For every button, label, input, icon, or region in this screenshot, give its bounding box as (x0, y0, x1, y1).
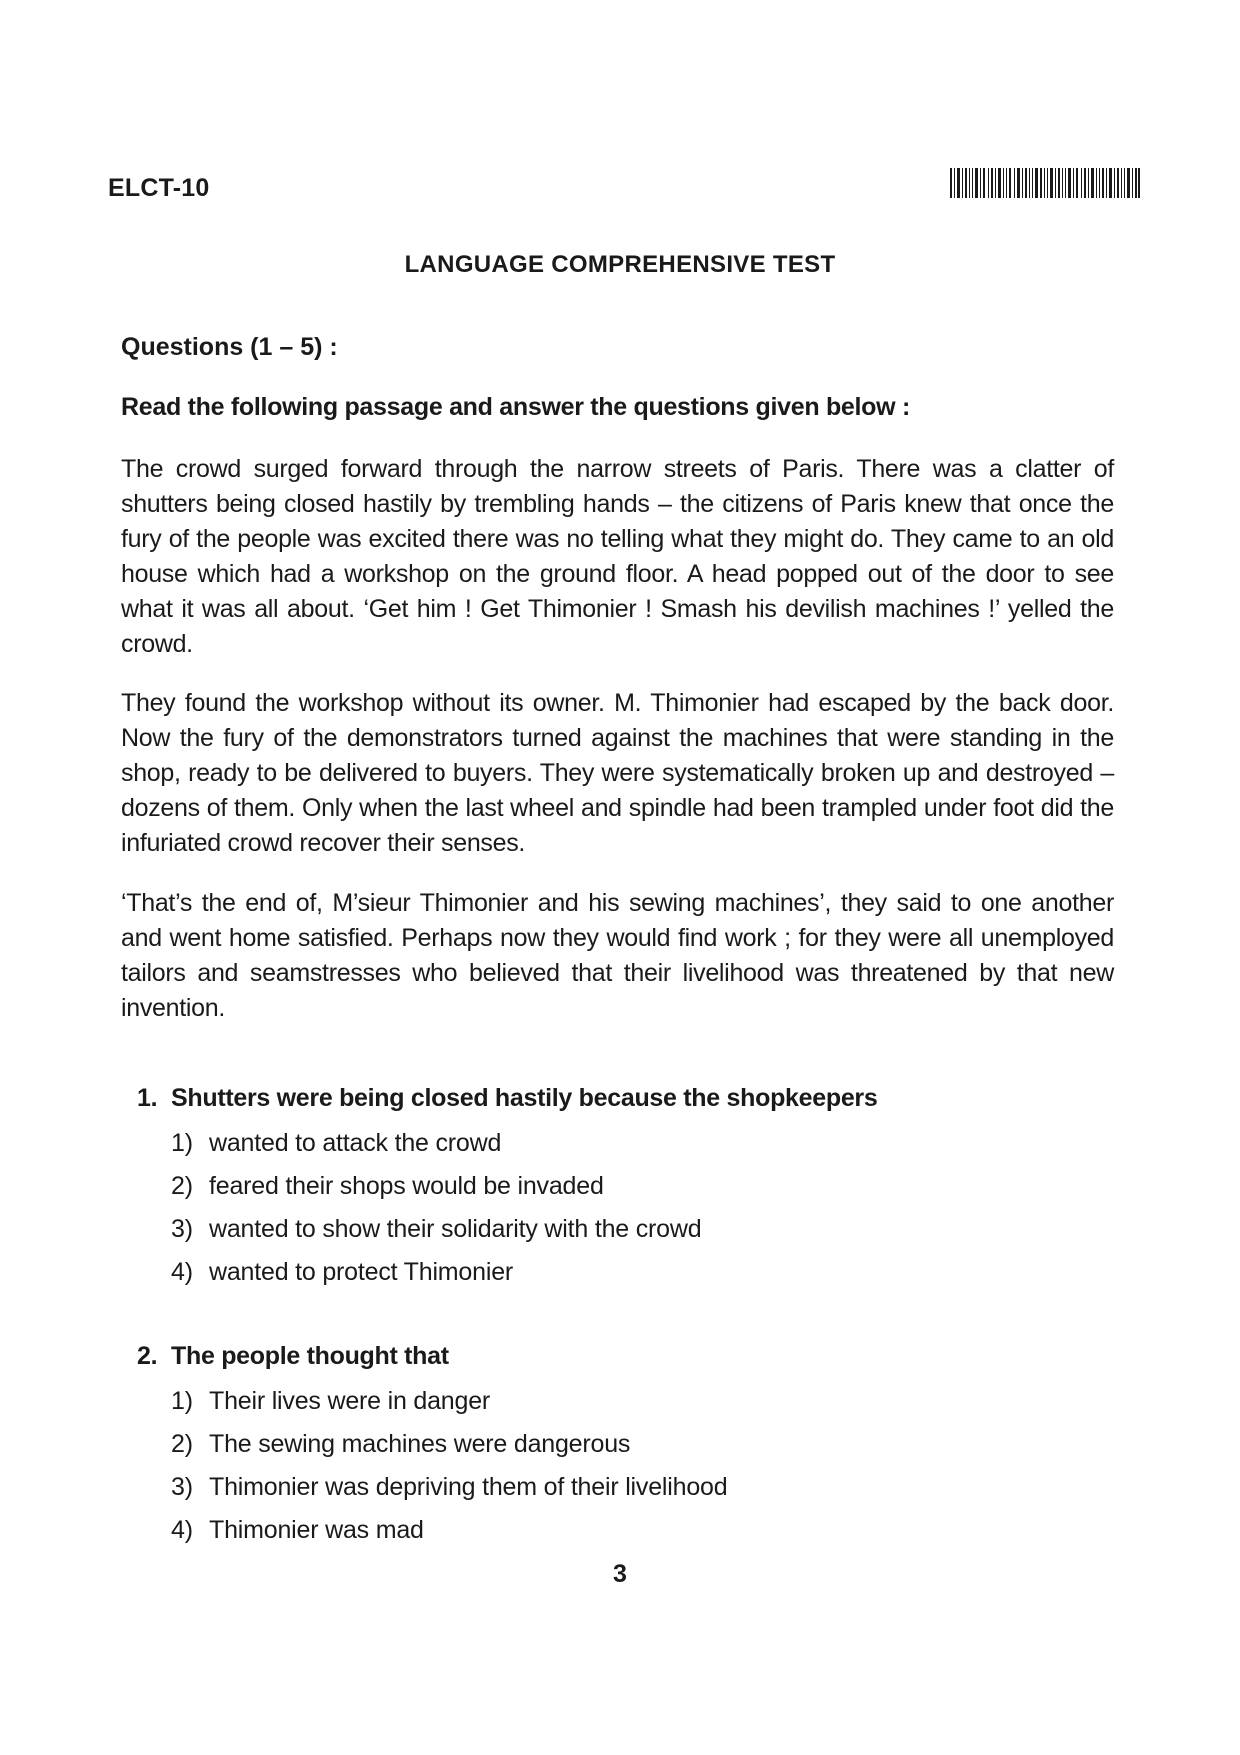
option-text: wanted to show their solidarity with the crowd (209, 1215, 702, 1243)
option-number: 1) (171, 1129, 193, 1157)
questions-range-heading: Questions (1 – 5) : (121, 333, 338, 361)
paper-code: ELCT-10 (108, 174, 210, 202)
option-number: 4) (171, 1516, 193, 1544)
option-item (137, 1509, 1137, 1552)
option-text: Thimonier was depriving them of their livelihood (209, 1473, 728, 1501)
question-stem (137, 1341, 1137, 1371)
page-title: LANGUAGE COMPREHENSIVE TEST (404, 251, 836, 278)
option-item (137, 1423, 1137, 1466)
option-item (137, 1251, 1137, 1294)
question-text: Shutters were being closed hastily because the shopkeepers (171, 1084, 878, 1112)
passage-paragraph: ‘That’s the end of, M’sieur Thimonier and his sewing machines’, they said to one another and went home satisfied. Perhaps now they would find work ; for they were all unemployed tailors and seamstresses who believed that their livelihood was threatened by that new invention. (121, 889, 1114, 1022)
option-item (137, 1208, 1137, 1251)
instruction-text: Read the following passage and answer the questions given below : (121, 393, 910, 421)
option-number: 1) (171, 1387, 193, 1415)
option-number: 4) (171, 1258, 193, 1286)
question-text: The people thought that (171, 1342, 449, 1370)
question-2 (137, 1341, 1137, 1552)
option-item (137, 1165, 1137, 1208)
option-text: wanted to attack the crowd (209, 1129, 502, 1157)
option-list (137, 1380, 1137, 1552)
option-text: feared their shops would be invaded (209, 1172, 604, 1200)
barcode-icon (950, 168, 1140, 198)
option-item (137, 1380, 1137, 1423)
option-text: The sewing machines were dangerous (209, 1430, 631, 1458)
question-1 (137, 1083, 1137, 1294)
option-number: 2) (171, 1172, 193, 1200)
option-number: 3) (171, 1473, 193, 1501)
page-number: 3 (613, 1560, 627, 1588)
question-stem (137, 1083, 1137, 1113)
option-item (137, 1122, 1137, 1165)
passage-paragraph: They found the workshop without its owner. M. Thimonier had escaped by the back door. Now the fury of the demonstrators turned against the machines that were standing in the shop, ready to be delivered to buyers. They were systematically broken up and destroyed – dozens of them. Only when the last wheel and spindle had been trampled under foot did the infuriated crowd recover their senses. (121, 689, 1114, 857)
option-list (137, 1122, 1137, 1294)
option-number: 2) (171, 1430, 193, 1458)
option-text: wanted to protect Thimonier (209, 1258, 514, 1286)
option-item (137, 1466, 1137, 1509)
option-text: Thimonier was mad (209, 1516, 424, 1544)
question-number: 1. (137, 1084, 158, 1112)
option-number: 3) (171, 1215, 193, 1243)
option-text: Their lives were in danger (209, 1387, 491, 1415)
passage-paragraph: The crowd surged forward through the narrow streets of Paris. There was a clatter of shutters being closed hastily by trembling hands – the citizens of Paris knew that once the fury of the people was excited there was no telling what they might do. They came to an old house which had a workshop on the ground floor. A head popped out of the door to see what it was all about. ‘Get him ! Get Thimonier ! Smash his devilish machines !’ yelled the crowd. (121, 455, 1114, 658)
question-number: 2. (137, 1342, 158, 1370)
